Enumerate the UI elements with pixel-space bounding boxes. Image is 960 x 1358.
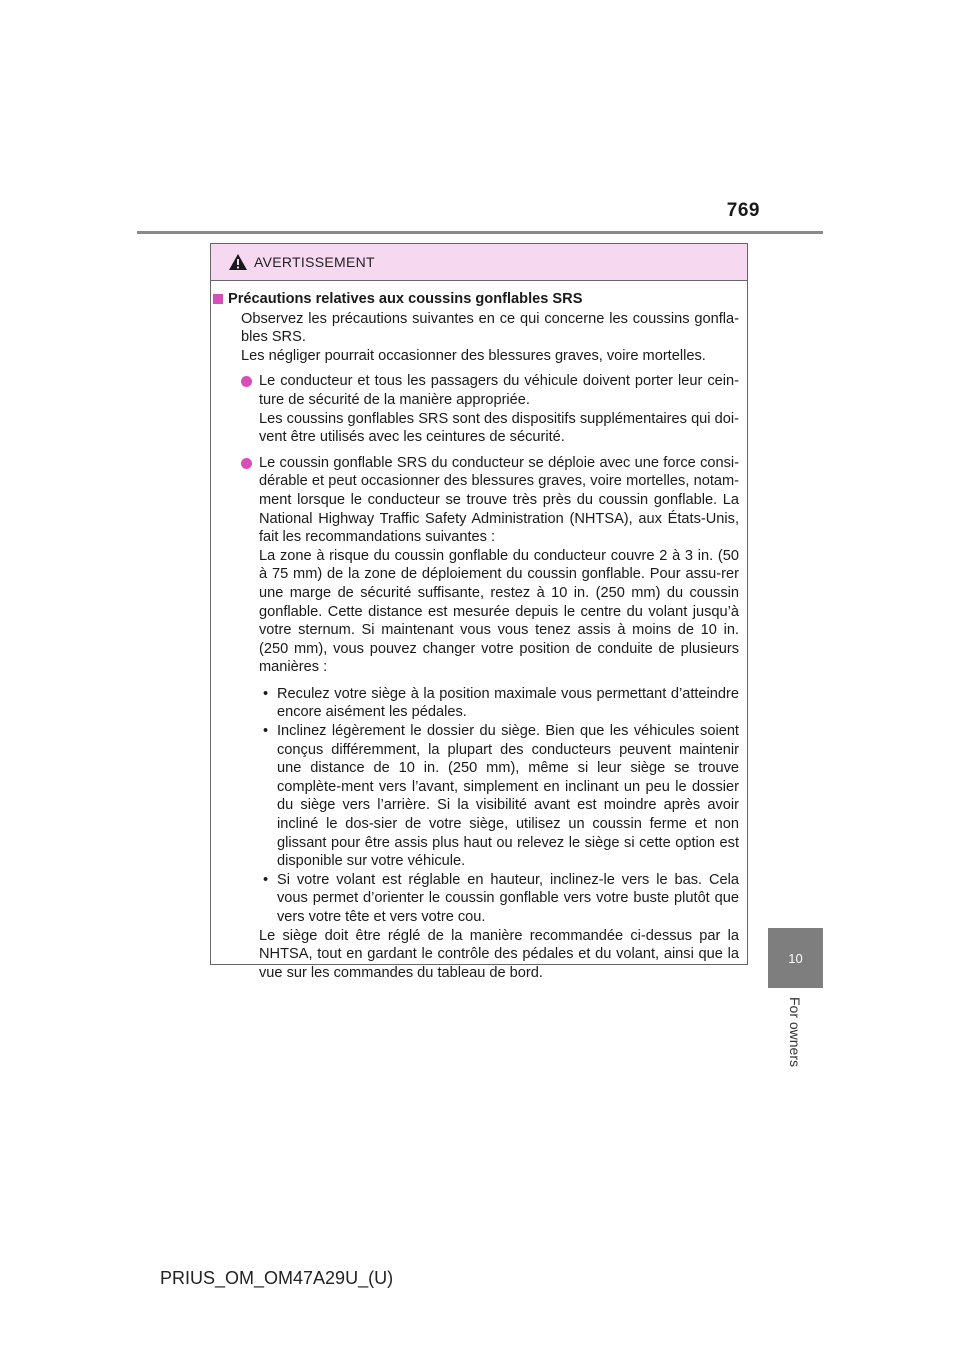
recommendation-text: Inclinez légèrement le dossier du siège. Bien que les véhicules soient conçus différemment, la plupart des conducteurs peuvent maintenir une distance de 10 in. (250 mm), même si leur siège se trouve complète-ment vers l’avant, simplement en inclinant un peu le dossier du siège vers l’arrière. Si la visibilité avant est moindre après avoir incliné le dos-sier de votre siège, utilisez un coussin ferme et non glissant pour être assis plus haut ou relevez le siège si cette option est disponible sur votre véhicule. (277, 723, 739, 870)
recommendation-text: Si votre volant est réglable en hauteur, inclinez-le vers le bas. Cela vous permet d’orienter le coussin gonflable vers votre buste plutôt que vers votre tête et vers votre cou. (277, 871, 739, 925)
page-number: 769 (726, 200, 760, 221)
footer-document-code: PRIUS_OM_OM47A29U_(U) (160, 1268, 394, 1288)
chapter-label: For owners (787, 996, 803, 1068)
recommendation-list (259, 685, 739, 927)
bullet-text: Le coussin gonflable SRS du conducteur se déploie avec une force consi-dérable et peut occasionner des blessures graves, voire mortelles, notam-ment lorsque le conducteur se trouve très près du coussin gonflable. La National Highway Traffic Safety Administration (NHTSA), aux États-Unis, fait les recommandations suivantes : (259, 454, 739, 546)
section-heading (211, 290, 747, 309)
list-item (241, 372, 739, 446)
dot-bullet-icon: • (263, 723, 269, 740)
list-item (259, 871, 739, 927)
recommendation-text: Reculez votre siège à la position maximale vous permettant d’atteindre encore aisément les pédales. (277, 685, 739, 721)
warning-title: AVERTISSEMENT (254, 254, 375, 270)
list-item (259, 685, 739, 722)
warning-triangle-icon (228, 253, 248, 271)
bullet-text: Le conducteur et tous les passagers du véhicule doivent porter leur cein-ture de sécurité de la manière appropriée. (259, 373, 739, 408)
square-bullet-icon (213, 294, 223, 304)
dot-bullet-icon: • (263, 871, 269, 888)
round-bullet-icon (241, 376, 252, 387)
list-item (259, 722, 739, 871)
closing-text: Le siège doit être réglé de la manière recommandée ci-dessus par la NHTSA, tout en gardant le contrôle des pédales et du volant, ainsi que la vue sur les commandes du tableau de bord. (259, 927, 739, 981)
intro-paragraph (241, 310, 739, 366)
warning-content (211, 290, 747, 982)
warning-box (210, 243, 748, 981)
intro-text-1: Observez les précautions suivantes en ce qui concerne les coussins gonfla-bles SRS. (241, 310, 739, 346)
header-rule (137, 231, 823, 234)
dot-bullet-icon: • (263, 685, 269, 702)
list-item (241, 454, 739, 983)
round-bullet-icon (241, 458, 252, 469)
chapter-number: 10 (788, 950, 803, 966)
section-title: Précautions relatives aux coussins gonflables SRS (228, 291, 583, 307)
bullet-sub-paragraph: La zone à risque du coussin gonflable du conducteur couvre 2 à 3 in. (50 à 75 mm) de la zone de déploiement du coussin gonflable. Pour assu-rer une marge de sécurité suffisante, restez à 10 in. (250 mm) du coussin gonflable. Cette distance est mesurée depuis le centre du volant jusqu’à votre sternum. Si maintenant vous vous tenez assis à moins de 10 in. (250 mm), vous pouvez changer votre position de conduite de plusieurs manières : (259, 547, 739, 676)
intro-text-2: Les négliger pourrait occasionner des blessures graves, voire mortelles. (241, 347, 706, 364)
chapter-tab[interactable] (768, 928, 823, 988)
bullet-text-continued: Les coussins gonflables SRS sont des dispositifs supplémentaires qui doi-vent être utilisés avec les ceintures de sécurité. (259, 410, 739, 446)
warning-header (211, 244, 747, 281)
